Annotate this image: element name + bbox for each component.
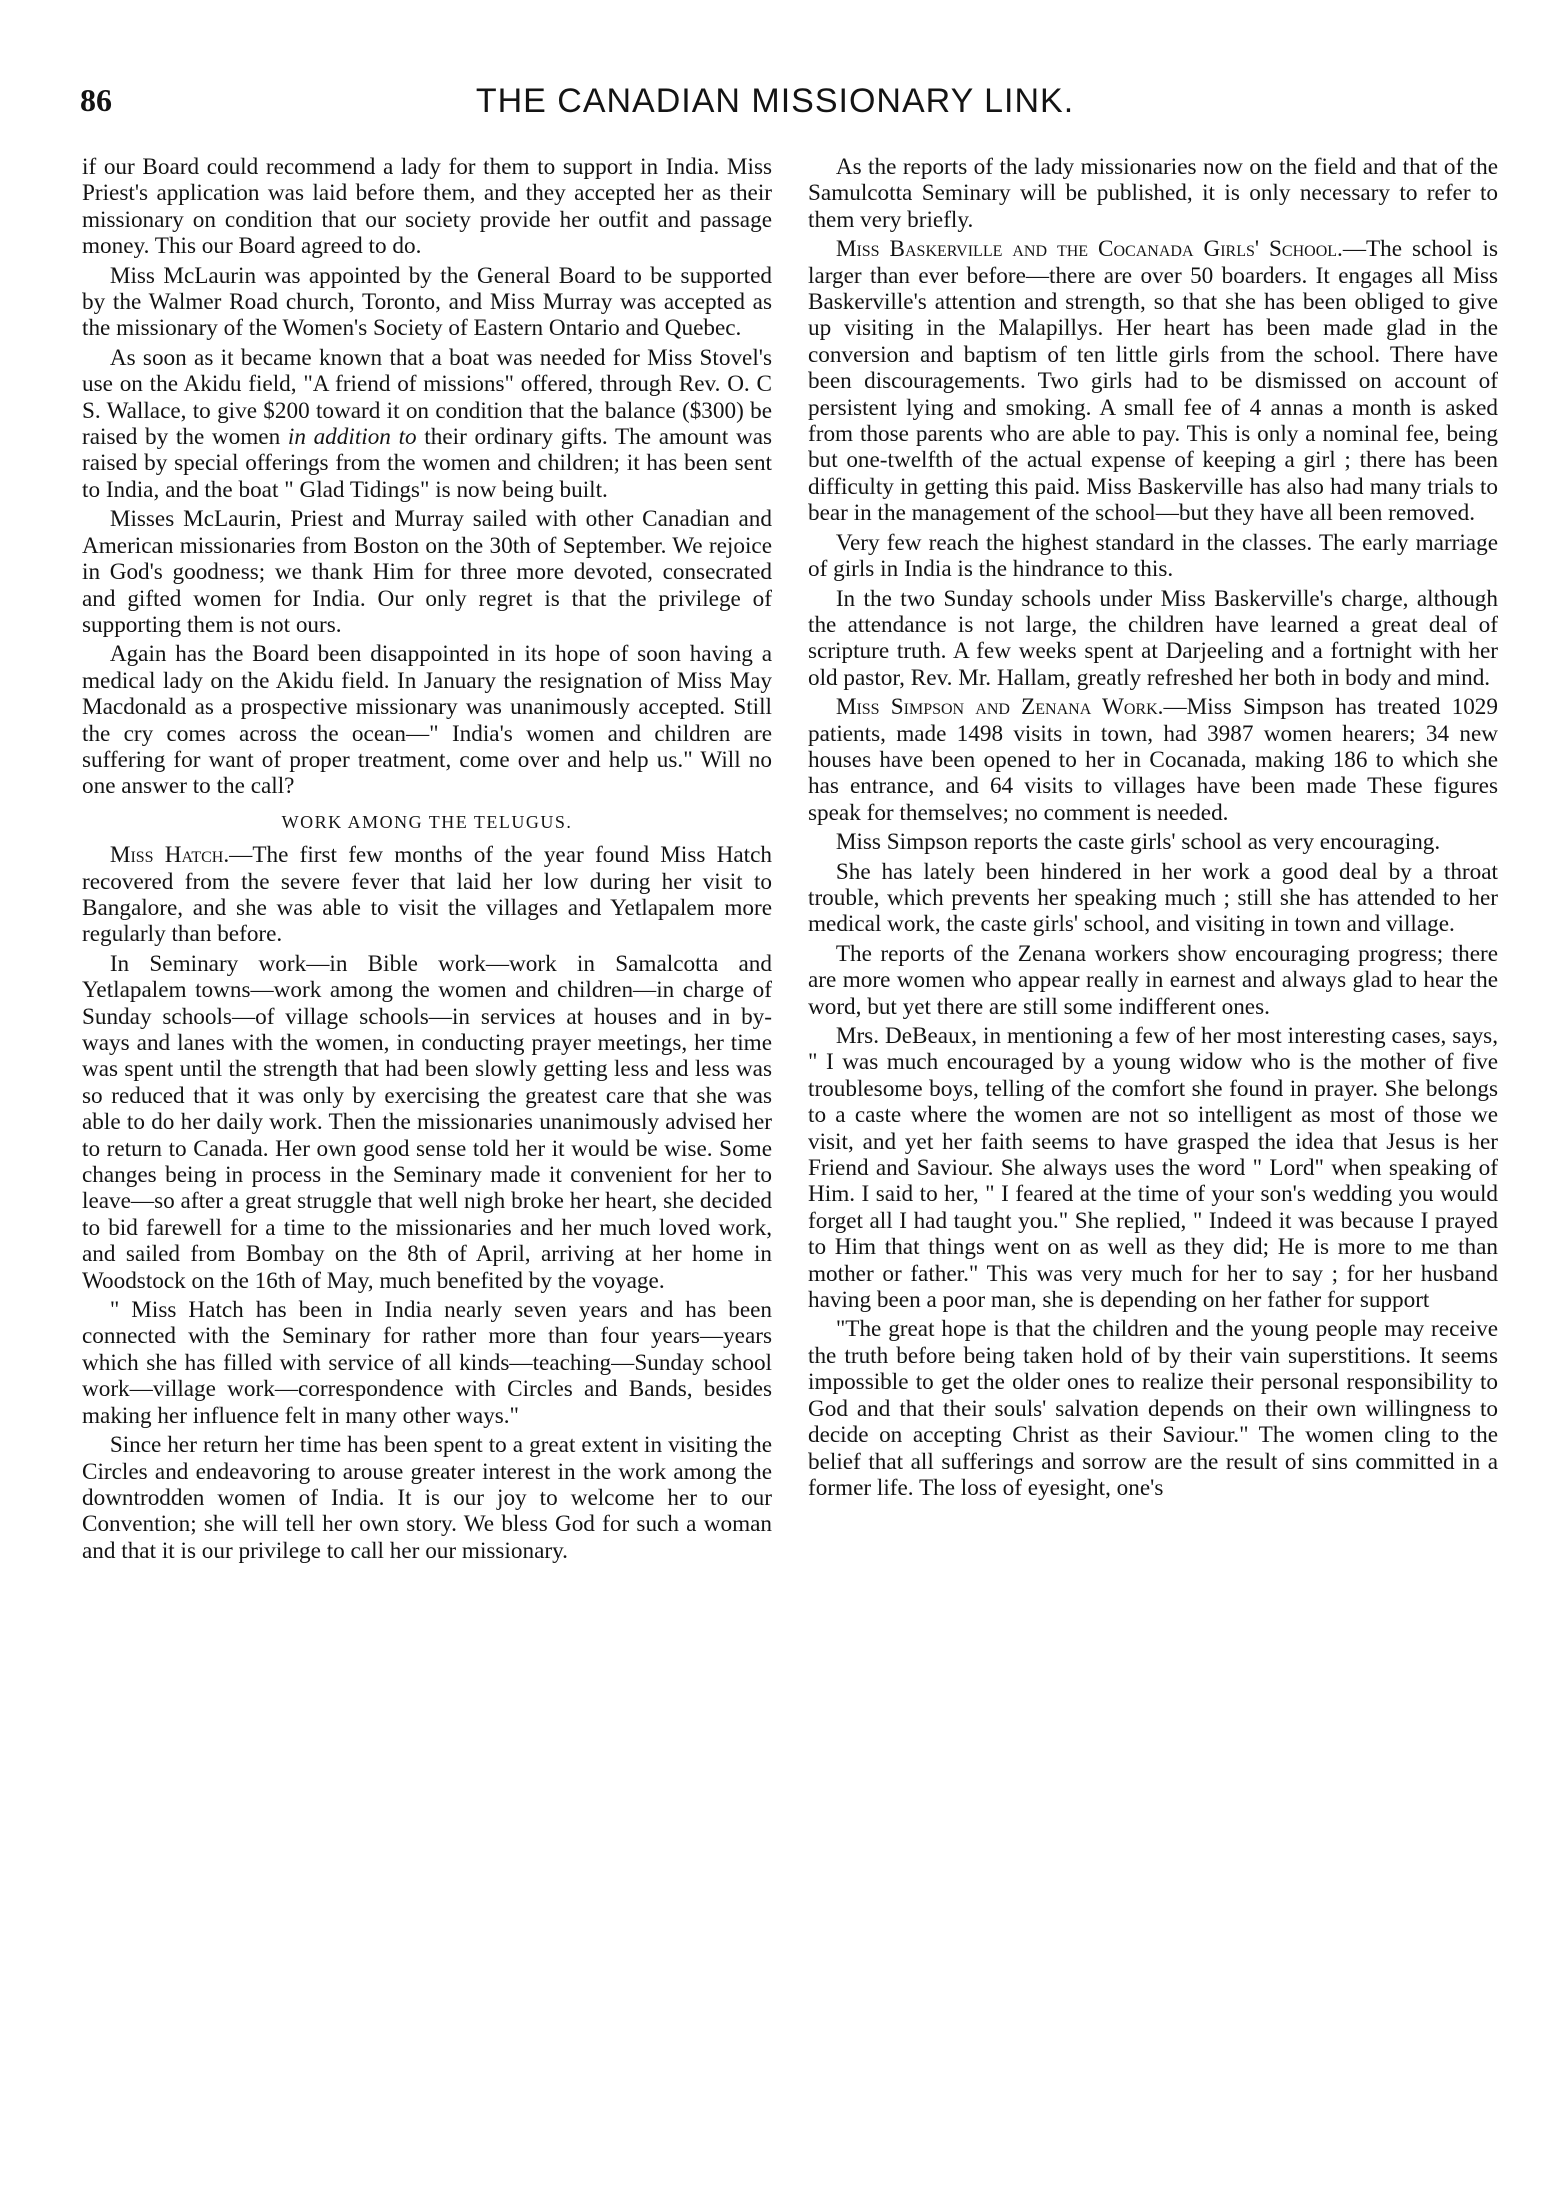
- running-title: THE CANADIAN MISSIONARY LINK.: [475, 82, 1075, 120]
- text-run: —The school is larger than ever before—there are over 50 boarders. It engages all Miss Baskerville's attention and strength, so that she has been obliged to give up visiting in the Malapillys. Her heart has been made glad in the conversion and baptism of ten little girls from the school. There have been discouragements. Two girls had to be dismissed on account of persistent lying and smoking. A small fee of 4 annas a month is asked from those parents who are able to pay. This is only a nominal fee, being but one-twelfth of the actual expense of keeping a girl ; there has been difficulty in getting this paid. Miss Baskerville has also had many trials to bear in the management of the school—but they have all been removed.: [808, 236, 1498, 527]
- paragraph-lead: Miss Baskerville and the Cocanada Girls' School.: [835, 236, 1343, 263]
- right-column: [808, 154, 1498, 1504]
- paragraph: In Seminary work—in Bible work—work in Samalcotta and Yetlapalem towns—work among the women and children—in charge of Sunday schools—of village schools—in services at houses and in by-ways and lanes with the women, in conducting prayer meetings, her time was spent until the strength that had been slowly getting less and less was so reduced that it was only by exercising the greatest care that she was able to do her daily work. Then the missionaries unanimously advised her to return to Canada. Her own good sense told her it would be wise. Some changes being in process in the Seminary made it convenient for her to leave—so after a great struggle that well nigh broke her heart, she decided to bid farewell for a time to the missionaries and her much loved work, and sailed from Bombay on the 8th of April, arriving at her home in Woodstock on the 16th of May, much benefited by the voyage.: [82, 950, 772, 1294]
- section-heading: WORK AMONG THE TELUGUS.: [281, 811, 573, 832]
- paragraph: " Miss Hatch has been in India nearly seven years and has been connected with the Seminary for rather more than four years—years which she has filled with service of all kinds—teaching—Sunday school work—village work—correspondence with Circles and Bands, besides making her influence felt in many other ways.": [82, 1297, 772, 1429]
- paragraph: Again has the Board been disappointed in its hope of soon having a medical lady on the Akidu field. In January the resignation of Miss May Macdonald as a prospective missionary was unanimously accepted. Still the cry comes across the ocean—" India's women and children are suffering for want of proper treatment, come over and help us." Will no one answer to the call?: [82, 641, 772, 800]
- paragraph: As the reports of the lady missionaries now on the field and that of the Samulcotta Seminary will be published, it is only necessary to refer to them very briefly.: [808, 154, 1498, 233]
- paragraph: Very few reach the highest standard in the classes. The early marriage of girls in India is the hindrance to this.: [808, 529, 1498, 583]
- paragraph: [808, 236, 1498, 526]
- paragraph: Since her return her time has been spent to a great extent in visiting the Circles and endeavoring to arouse greater interest in the work among the downtrodden women of India. It is our joy to welcome her to our Convention; she will tell her own story. We bless God for such a woman and that it is our privilege to call her our missionary.: [82, 1432, 772, 1564]
- paragraph: [82, 842, 772, 948]
- paragraph: The reports of the Zenana workers show encouraging progress; there are more women who appear really in earnest and always glad to hear the word, but yet there are still some indifferent ones.: [808, 940, 1498, 1020]
- paragraph: Miss McLaurin was appointed by the General Board to be supported by the Walmer Road church, Toronto, and Miss Murray was accepted as the missionary of the Women's Society of Eastern Ontario and Quebec.: [82, 262, 772, 342]
- left-column: [82, 154, 772, 1567]
- paragraph-lead: Miss Simpson and Zenana Work.: [835, 694, 1164, 721]
- text-run: —Miss Simpson has treated 1029 patients, made 1498 visits in town, had 3987 women hearers; 34 new houses have been opened to her in Cocanada, making 186 to which she has entrance, and 64 visits to villages have been made These figures speak for themselves; no comment is needed.: [808, 694, 1498, 826]
- text-run: their ordinary gifts. The amount was raised by special offerings from the women and children; it has been sent to India, and the boat " Glad Tidings" is now being built.: [82, 424, 773, 503]
- paragraph: In the two Sunday schools under Miss Baskerville's charge, although the attendance is not large, the children have learned a great deal of scripture truth. A few weeks spent at Darjeeling and a fortnight with her old pastor, Rev. Mr. Hallam, greatly refreshed her both in body and mind.: [808, 585, 1498, 691]
- paragraph: [808, 694, 1498, 826]
- paragraph: [82, 345, 772, 503]
- paragraph: "The great hope is that the children and the young people may receive the truth before being taken hold of by their vain superstitions. It seems impossible to get the older ones to realize their personal responsibility to God and that their souls' salvation depends on their own willingness to decide on accepting Christ as their Saviour." The women cling to the belief that all sufferings and sorrow are the result of sins committed in a former life. The loss of eyesight, one's: [808, 1316, 1498, 1501]
- text-run: —The first few months of the year found Miss Hatch recovered from the severe fever that laid her low during her visit to Bangalore, and she was able to visit the villages and Yetlapalem more regularly than before.: [82, 842, 772, 948]
- paragraph: Miss Simpson reports the caste girls' school as very encouraging.: [835, 829, 1441, 856]
- paragraph-lead: Miss Hatch.: [109, 842, 230, 869]
- page-number: 86: [80, 82, 112, 118]
- paragraph: if our Board could recommend a lady for them to support in India. Miss Priest's application was laid before them, and they accepted her as their missionary on condition that our society provide her outfit and passage money. This our Board agreed to do.: [82, 154, 772, 260]
- text-run: As soon as it became known that a boat was needed for Miss Stovel's use on the Akidu field, "A friend of missions" offered, through Rev. O. C S. Wallace, to give $200 toward it on condition that the balance ($300) be raised by the women: [82, 344, 772, 451]
- page-header: [80, 82, 1470, 132]
- paragraph: She has lately been hindered in her work a good deal by a throat trouble, which prevents her speaking much ; still she has attended to her medical work, the caste girls' school, and visiting in town and village.: [808, 858, 1498, 938]
- paragraph: Mrs. DeBeaux, in mentioning a few of her most interesting cases, says, " I was much encouraged by a young widow who is the mother of five troublesome boys, telling of the comfort she found in prayer. She belongs to a caste where the women are not so intelligent as most of those we visit, and yet her faith seems to have grasped the idea that Jesus is her Friend and Saviour. She always uses the word " Lord" when speaking of Him. I said to her, " I feared at the time of your son's wedding you would forget all I had taught you." She replied, " Indeed it was because I prayed to Him that things went on as well as they did; He is more to me than mother or father." This was very much for her to say ; for her husband having been a poor man, she is depending on her father for support: [808, 1023, 1498, 1314]
- italic-phrase: in addition to: [287, 424, 417, 451]
- paragraph: Misses McLaurin, Priest and Murray sailed with other Canadian and American missionaries from Boston on the 30th of September. We rejoice in God's goodness; we thank Him for three more devoted, consecrated and gifted women for India. Our only regret is that the privilege of supporting them is not ours.: [82, 506, 772, 638]
